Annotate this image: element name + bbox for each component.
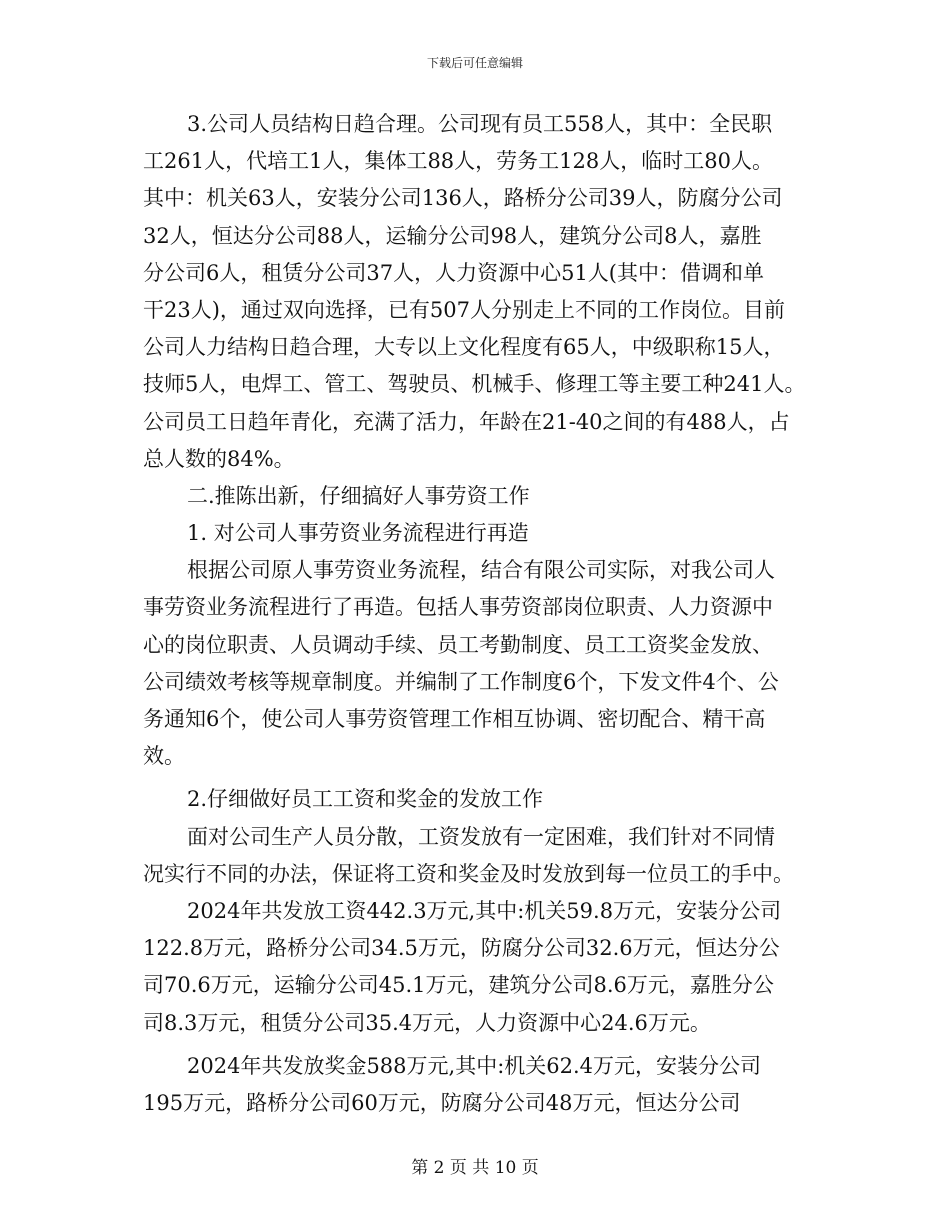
paragraph-line: 心的岗位职责、人员调动手续、员工考勤制度、员工工资奖金发放、 <box>143 632 773 657</box>
paragraph-line: 司70.6万元，运输分公司45.1万元，建筑分公司8.6万元，嘉胜分公 <box>143 973 774 998</box>
paragraph-line: 总人数的84%。 <box>143 446 295 471</box>
page-header-note: 下载后可任意编辑 <box>426 56 523 70</box>
paragraph-line: 2024年共发放奖金588万元,其中:机关62.4万元，安装分公司 <box>187 1053 762 1078</box>
paragraph-line: 其中：机关63人，安装分公司136人，路桥分公司39人，防腐分公司 <box>143 186 783 211</box>
paragraph-line: 技师5人，电焊工、管工、驾驶员、机械手、修理工等主要工种241人。 <box>143 372 806 397</box>
paragraph-line: 根据公司原人事劳资业务流程，结合有限公司实际，对我公司人 <box>187 558 775 583</box>
paragraph-line: 公司绩效考核等规章制度。并编制了工作制度6个，下发文件4个、公 <box>143 669 779 694</box>
section-heading: 二.推陈出新，仔细搞好人事劳资工作 <box>187 483 530 508</box>
paragraph-line: 195万元，路桥分公司60万元，防腐分公司48万元，恒达分公司 <box>143 1090 741 1115</box>
paragraph-line: 122.8万元，路桥分公司34.5万元，防腐分公司32.6万元，恒达分公 <box>143 936 780 961</box>
paragraph-line: 司8.3万元，租赁分公司35.4万元，人力资源中心24.6万元。 <box>143 1010 711 1035</box>
subsection-heading: 2.仔细做好员工工资和奖金的发放工作 <box>187 787 544 812</box>
paragraph-line: 公司员工日趋年青化，充满了活力，年龄在21-40之间的有488人，占 <box>143 409 790 434</box>
paragraph-line: 效。 <box>143 744 185 769</box>
paragraph-line: 2024年共发放工资442.3万元,其中:机关59.8万元，安装分公司 <box>187 898 782 923</box>
paragraph-line: 况实行不同的办法，保证将工资和奖金及时发放到每一位员工的手中。 <box>143 861 794 886</box>
paragraph-line: 工261人，代培工1人，集体工88人，劳务工128人，临时工80人。 <box>143 149 773 174</box>
paragraph-line: 面对公司生产人员分散，工资发放有一定困难，我们针对不同情 <box>187 824 775 849</box>
paragraph-line: 干23人)，通过双向选择，已有507人分别走上不同的工作岗位。目前 <box>143 297 785 322</box>
paragraph-line: 分公司6人，租赁分公司37人，人力资源中心51人(其中：借调和单 <box>143 260 764 285</box>
paragraph-line: 务通知6个，使公司人事劳资管理工作相互协调、密切配合、精干高 <box>143 707 766 731</box>
paragraph-line: 32人，恒达分公司88人，运输分公司98人，建筑分公司8人，嘉胜 <box>143 223 762 248</box>
paragraph-line: 3.公司人员结构日趋合理。公司现有员工558人，其中：全民职 <box>187 112 773 136</box>
paragraph-line: 公司人力结构日趋合理，大专以上文化程度有65人，中级职称15人， <box>143 335 785 360</box>
subsection-heading: 1. 对公司人事劳资业务流程进行再造 <box>187 521 529 546</box>
page-number-footer: 第 2 页 共 10 页 <box>411 1158 539 1178</box>
paragraph-line: 事劳资业务流程进行了再造。包括人事劳资部岗位职责、人力资源中 <box>143 595 773 620</box>
document-body <box>143 106 815 1122</box>
